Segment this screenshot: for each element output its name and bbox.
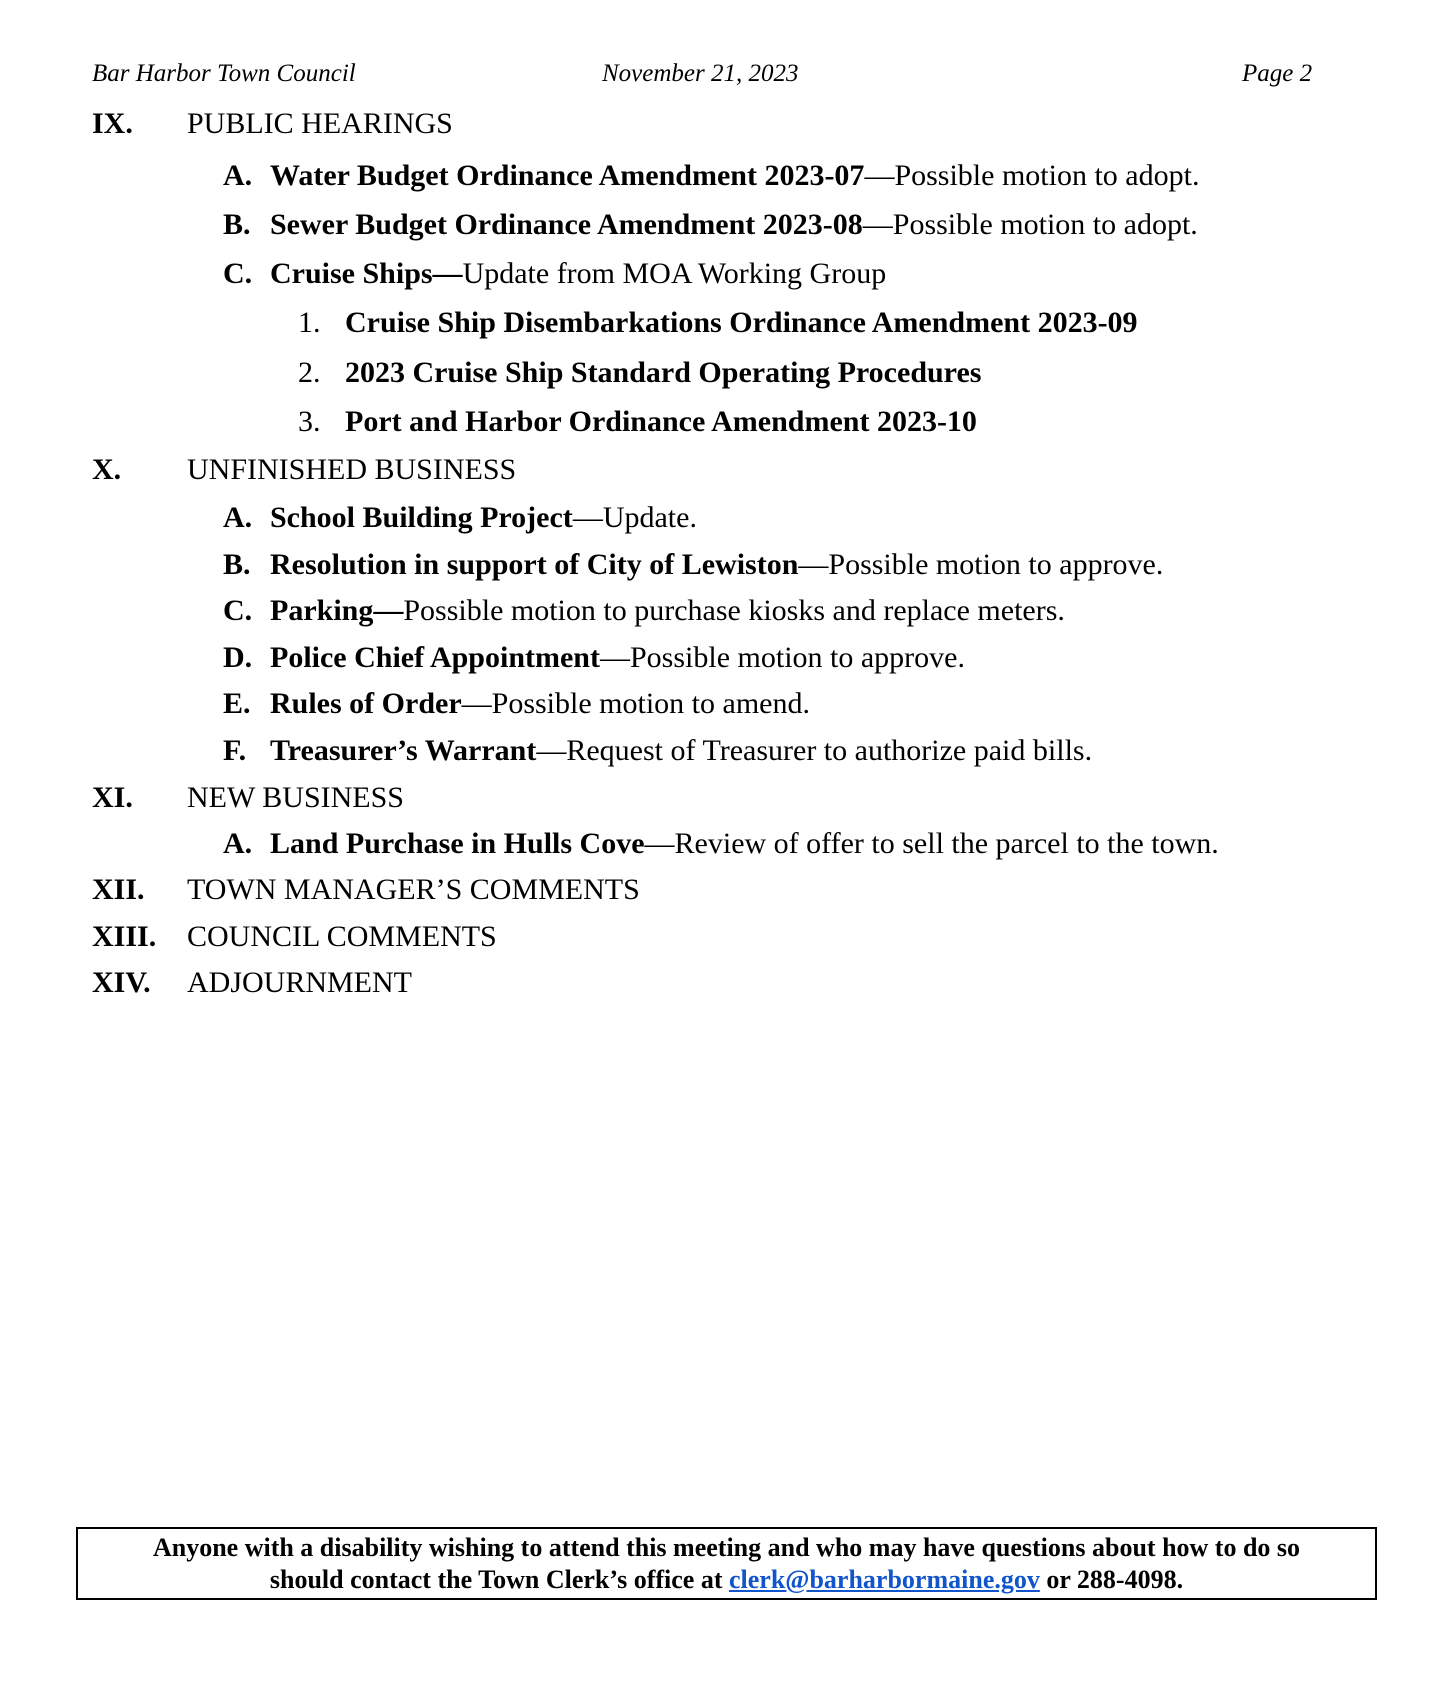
section-number: IX.	[92, 107, 133, 140]
section-title: PUBLIC HEARINGS	[187, 107, 453, 140]
item-description: —Possible motion to approve.	[600, 641, 965, 674]
subitem-title: 2023 Cruise Ship Standard Operating Procedures	[345, 356, 982, 389]
item-description: —Possible motion to amend.	[461, 687, 810, 720]
item-marker: B.	[223, 548, 251, 581]
header-page-number: Page 2	[1242, 60, 1313, 87]
item-description: Possible motion to purchase kiosks and replace meters.	[403, 594, 1065, 627]
notice-line-1: Anyone with a disability wishing to attend this meeting and who may have questions about how to do so	[152, 1533, 1301, 1562]
subitem-title: Port and Harbor Ordinance Amendment 2023-10	[345, 405, 977, 438]
section-number: X.	[92, 453, 122, 486]
item-title: Treasurer’s Warrant	[270, 734, 537, 767]
item-title: Sewer Budget Ordinance Amendment 2023-08	[270, 208, 863, 241]
subitem-marker: 2.	[298, 356, 321, 389]
section-title: UNFINISHED BUSINESS	[187, 453, 517, 486]
item-title: Water Budget Ordinance Amendment 2023-07	[270, 159, 865, 192]
item-description: —Possible motion to approve.	[798, 548, 1164, 581]
section-number: XIV.	[92, 966, 151, 999]
item-marker: A.	[223, 159, 253, 192]
accessibility-notice-box	[76, 1527, 1377, 1600]
section-title: COUNCIL COMMENTS	[187, 920, 497, 953]
header-date: November 21, 2023	[602, 60, 799, 87]
notice-line-2-suffix: or 288-4098.	[1039, 1565, 1184, 1594]
subitem-marker: 3.	[298, 405, 321, 438]
item-title: Police Chief Appointment	[270, 641, 600, 674]
item-marker: C.	[223, 257, 253, 290]
item-title: School Building Project	[270, 501, 573, 534]
item-marker: F.	[223, 734, 247, 767]
item-description: —Possible motion to adopt.	[864, 159, 1200, 192]
item-marker: A.	[223, 501, 253, 534]
item-description: —Request of Treasurer to authorize paid bills.	[536, 734, 1093, 767]
item-marker: D.	[223, 641, 253, 674]
item-title: Parking—	[270, 594, 404, 627]
item-title: Land Purchase in Hulls Cove	[270, 827, 645, 860]
item-marker: A.	[223, 827, 253, 860]
clerk-email-link[interactable]: clerk@barharbormaine.gov	[728, 1565, 1040, 1594]
item-marker: E.	[223, 687, 251, 720]
section-title: TOWN MANAGER’S COMMENTS	[187, 873, 640, 906]
section-number: XI.	[92, 781, 133, 814]
notice-line-2	[78, 1564, 1375, 1596]
section-title: NEW BUSINESS	[187, 781, 404, 814]
section-number: XIII.	[92, 920, 157, 953]
item-description: —Update.	[572, 501, 697, 534]
item-title: Cruise Ships—	[270, 257, 463, 290]
section-title: ADJOURNMENT	[187, 966, 412, 999]
subitem-marker: 1.	[298, 306, 321, 339]
header-organization: Bar Harbor Town Council	[92, 60, 356, 87]
item-description: —Possible motion to adopt.	[862, 208, 1198, 241]
section-number: XII.	[92, 873, 145, 906]
subitem-title: Cruise Ship Disembarkations Ordinance Amendment 2023-09	[345, 306, 1138, 339]
item-description: Update from MOA Working Group	[462, 257, 887, 290]
item-marker: C.	[223, 594, 253, 627]
item-description: —Review of offer to sell the parcel to the town.	[644, 827, 1219, 860]
item-title: Resolution in support of City of Lewiston	[270, 548, 799, 581]
item-title: Rules of Order	[270, 687, 462, 720]
item-marker: B.	[223, 208, 251, 241]
notice-line-2-prefix: should contact the Town Clerk’s office at	[269, 1565, 729, 1594]
